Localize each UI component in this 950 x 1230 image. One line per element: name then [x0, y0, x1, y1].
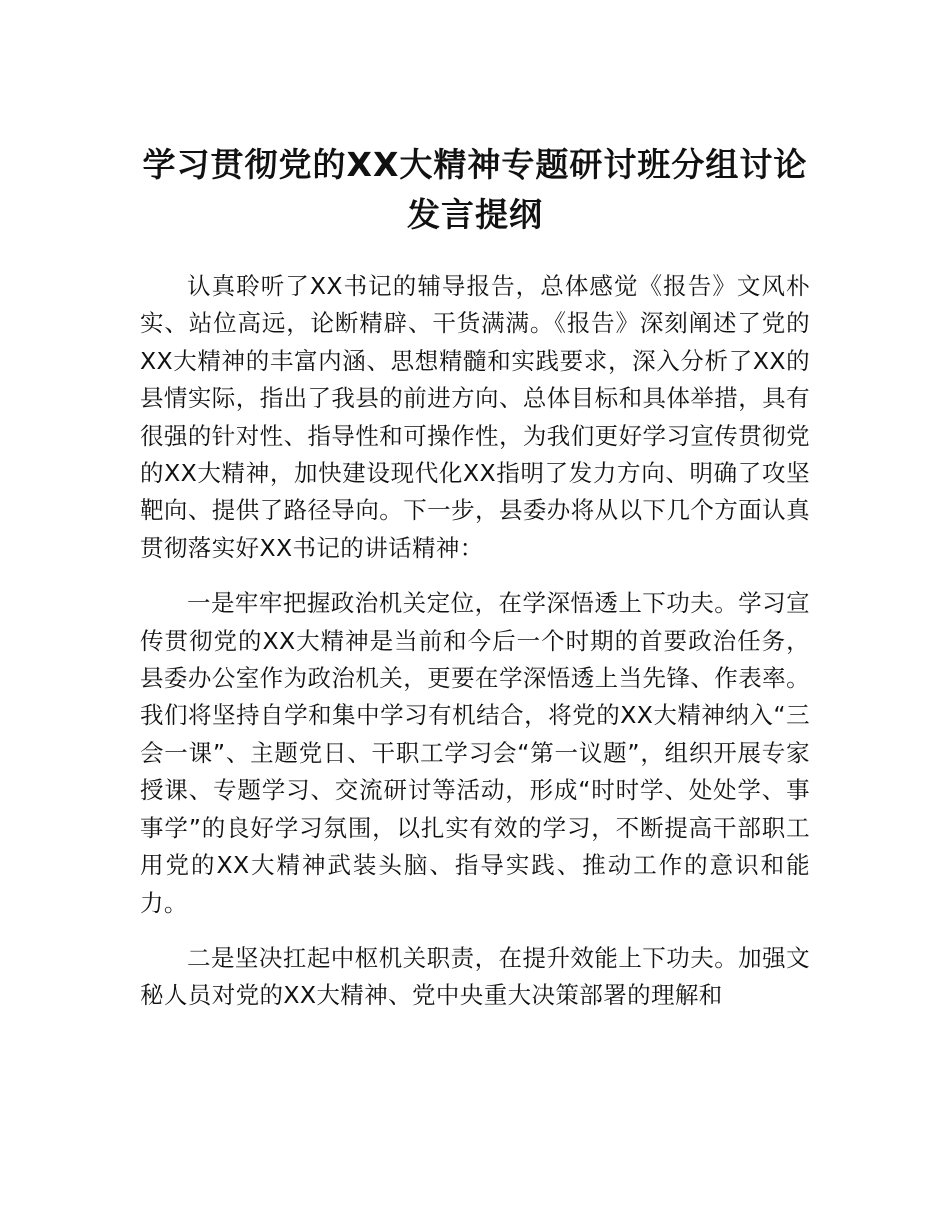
paragraph-point-two: 二是坚决扛起中枢机关职责，在提升效能上下功夫。加强文秘人员对党的XX大精神、党中央重大决策部署的理解和 [140, 943, 810, 1010]
paragraph-intro: 认真聆听了XX书记的辅导报告，总体感觉《报告》文风朴实、站位高远，论断精辟、干货满满。《报告》深刻阐述了党的XX大精神的丰富内涵、思想精髓和实践要求，深入分析了XX的县情实际，指出了我县的前进方向、总体目标和具体举措，具有很强的针对性、指导性和可操作性，为我们更好学习宣传贯彻党的XX大精神，加快建设现代化XX指明了发力方向、明确了攻坚靶向、提供了路径导向。下一步，县委办将从以下几个方面认真贯彻落实好XX书记的讲话精神： [140, 272, 810, 562]
document-body [140, 268, 810, 1033]
document-title: 学习贯彻党的XX大精神专题研讨班分组讨论发言提纲 [142, 145, 808, 234]
paragraph-point-one: 一是牢牢把握政治机关定位，在学深悟透上下功夫。学习宣传贯彻党的XX大精神是当前和今后一个时期的首要政治任务，县委办公室作为政治机关，更要在学深悟透上当先锋、作表率。我们将坚持自学和集中学习有机结合，将党的XX大精神纳入“三会一课”、主题党日、干职工学习会“第一议题”，组织开展专家授课、专题学习、交流研讨等活动，形成“时时学、处处学、事事学”的良好学习氛围，以扎实有效的学习，不断提高干部职工用党的XX大精神武装头脑、指导实践、推动工作的意识和能力。 [140, 589, 810, 917]
